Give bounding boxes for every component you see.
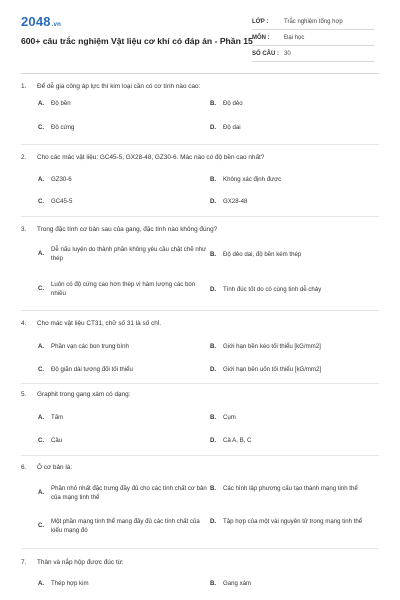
question-divider — [21, 216, 379, 217]
option-b[interactable] — [210, 343, 373, 352]
option-text: Phần nhỏ nhất đặc trưng đầy đủ cho các tính chất cơ bản của mạng tinh thể — [51, 485, 207, 501]
option-letter: C. — [38, 124, 45, 131]
meta-value: 30 — [284, 50, 291, 57]
header-divider — [21, 73, 379, 74]
option-d[interactable] — [210, 124, 373, 133]
option-c[interactable] — [38, 198, 201, 207]
question-5 — [21, 390, 381, 399]
option-d[interactable] — [210, 286, 383, 295]
question-number: 7. — [21, 559, 27, 566]
question-divider — [21, 548, 379, 549]
question-number: 1. — [21, 83, 27, 90]
option-text: Không xác định được — [223, 176, 282, 183]
meta-row-subject — [252, 30, 374, 46]
option-letter: A. — [38, 100, 45, 107]
option-letter: B. — [210, 414, 217, 421]
option-letter: A. — [38, 414, 45, 421]
option-a[interactable] — [38, 414, 201, 423]
option-letter: B. — [210, 251, 217, 258]
option-b[interactable] — [210, 100, 373, 109]
option-letter: C. — [38, 366, 45, 373]
option-text: Các hình lập phương cấu tạo thành mạng tinh thể — [223, 485, 358, 492]
option-letter: B. — [210, 580, 217, 587]
option-letter: A. — [38, 250, 45, 258]
option-text: Tập hợp của một vài nguyên tử trong mạng tinh thể — [223, 518, 363, 525]
question-text: Cho mác vật liệu CT31, chữ số 31 là số chỉ. — [37, 320, 161, 327]
option-c[interactable] — [38, 366, 201, 375]
meta-label: MÔN : — [252, 34, 270, 41]
option-letter: D. — [210, 286, 217, 293]
option-text: Độ bền — [51, 100, 71, 107]
meta-label: LỚP : — [252, 18, 269, 25]
option-text: Tính đúc tốt do có cùng tinh dễ chảy — [223, 286, 322, 293]
question-text: Để dễ gia công áp lực thì kim loại cần có cơ tính nào cao: — [37, 83, 201, 90]
option-d[interactable] — [210, 437, 373, 446]
option-a[interactable] — [38, 100, 201, 109]
option-c[interactable] — [38, 437, 201, 446]
option-text: Độ cứng — [51, 124, 75, 131]
option-letter: A. — [38, 343, 45, 350]
option-letter: A. — [38, 489, 45, 497]
option-d[interactable] — [210, 198, 373, 207]
option-text: Phần vạn các bon trung bình — [51, 343, 129, 350]
option-letter: D. — [210, 518, 217, 525]
option-text: Độ dẻo dai, độ bền kém thép — [223, 251, 302, 258]
option-text: Độ dẻo — [223, 100, 243, 107]
question-4 — [21, 319, 381, 328]
logo-suffix: .vn — [51, 22, 62, 28]
option-b[interactable] — [210, 580, 373, 589]
option-text: Cụm — [223, 414, 236, 421]
option-d[interactable] — [210, 366, 373, 375]
option-letter: C. — [38, 437, 45, 444]
option-text: GX28-48 — [223, 198, 248, 205]
option-b[interactable] — [210, 485, 383, 494]
question-divider — [21, 383, 379, 384]
option-b[interactable] — [210, 414, 373, 423]
option-c[interactable] — [38, 281, 211, 298]
option-letter: B. — [210, 100, 217, 107]
question-number: 3. — [21, 226, 27, 233]
question-divider — [21, 455, 379, 456]
meta-row-class — [252, 14, 374, 30]
question-number: 4. — [21, 320, 27, 327]
option-letter: B. — [210, 485, 217, 492]
question-text: Ô cơ bản là: — [37, 464, 73, 471]
option-letter: D. — [210, 366, 217, 373]
option-text: Giới hạn bền kéo tối thiểu [kG/mm2] — [223, 343, 321, 350]
question-number: 6. — [21, 464, 27, 471]
option-b[interactable] — [210, 251, 373, 260]
page-header — [0, 0, 400, 68]
option-text: Cầu — [51, 437, 63, 444]
option-letter: A. — [38, 176, 45, 183]
option-letter: A. — [38, 580, 45, 587]
question-number: 5. — [21, 391, 27, 398]
meta-label: SỐ CÂU : — [252, 50, 279, 57]
question-text: Cho các mác vật liệu: GC45-5, GX28-48, GZ30-6. Mác nào có độ bền cao nhất? — [37, 154, 265, 161]
option-text: Thép hợp kim — [51, 580, 89, 587]
option-a[interactable] — [38, 343, 201, 352]
option-text: Gang xám — [223, 580, 252, 587]
option-a[interactable] — [38, 580, 201, 589]
option-c[interactable] — [38, 124, 201, 133]
option-text: Luôn có độ cứng cao hơn thép vì hàm lượng các bon nhiều — [51, 281, 196, 297]
question-number: 2. — [21, 154, 27, 161]
meta-row-count — [252, 46, 374, 62]
question-3 — [21, 225, 381, 234]
option-b[interactable] — [210, 176, 373, 185]
option-c[interactable] — [38, 518, 211, 535]
question-7 — [21, 558, 381, 567]
meta-value: Đại học — [284, 34, 305, 41]
option-letter: D. — [210, 124, 217, 131]
question-text: Graphit trong gang xám có dạng: — [37, 391, 131, 398]
site-logo[interactable] — [21, 14, 61, 29]
meta-box — [252, 14, 374, 62]
option-letter: D. — [210, 198, 217, 205]
question-text: Trong đặc tính cơ bản sau của gang, đặc tính nào không đúng? — [37, 226, 218, 233]
question-divider — [21, 144, 379, 145]
meta-value: Trắc nghiệm tổng hợp — [284, 18, 343, 25]
option-text: Giới hạn bền uốn tối thiểu [kG/mm2] — [223, 366, 322, 373]
option-letter: C. — [38, 285, 45, 293]
option-letter: C. — [38, 522, 45, 530]
logo-text: 2048 — [21, 14, 51, 29]
option-text: Một phần mạng tinh thể mang đầy đủ các tính chất của kiểu mạng đó — [51, 518, 200, 534]
option-a[interactable] — [38, 485, 211, 502]
option-a[interactable] — [38, 246, 211, 263]
option-a[interactable] — [38, 176, 201, 185]
option-text: Tấm — [51, 414, 64, 421]
option-text: GC45-5 — [51, 198, 73, 205]
option-text: Độ dai — [223, 124, 241, 131]
question-divider — [21, 310, 379, 311]
option-text: Độ giãn dài tương đối tối thiểu — [51, 366, 133, 373]
option-text: Cả A, B, C — [223, 437, 252, 444]
option-letter: D. — [210, 437, 217, 444]
option-letter: B. — [210, 343, 217, 350]
question-1 — [21, 82, 381, 91]
document-title: 600+ câu trắc nghiệm Vật liệu cơ khí có đáp án - Phần 15 — [21, 36, 253, 46]
option-letter: B. — [210, 176, 217, 183]
question-2 — [21, 153, 381, 162]
question-6 — [21, 463, 381, 472]
question-text: Thân và nắp hộp được đúc từ: — [37, 559, 124, 566]
option-text: Dễ nấu luyện do thành phần không yêu cầu chặt chẽ như thép — [51, 246, 207, 262]
option-letter: C. — [38, 198, 45, 205]
option-text: GZ30-6 — [51, 176, 72, 183]
option-d[interactable] — [210, 518, 383, 527]
